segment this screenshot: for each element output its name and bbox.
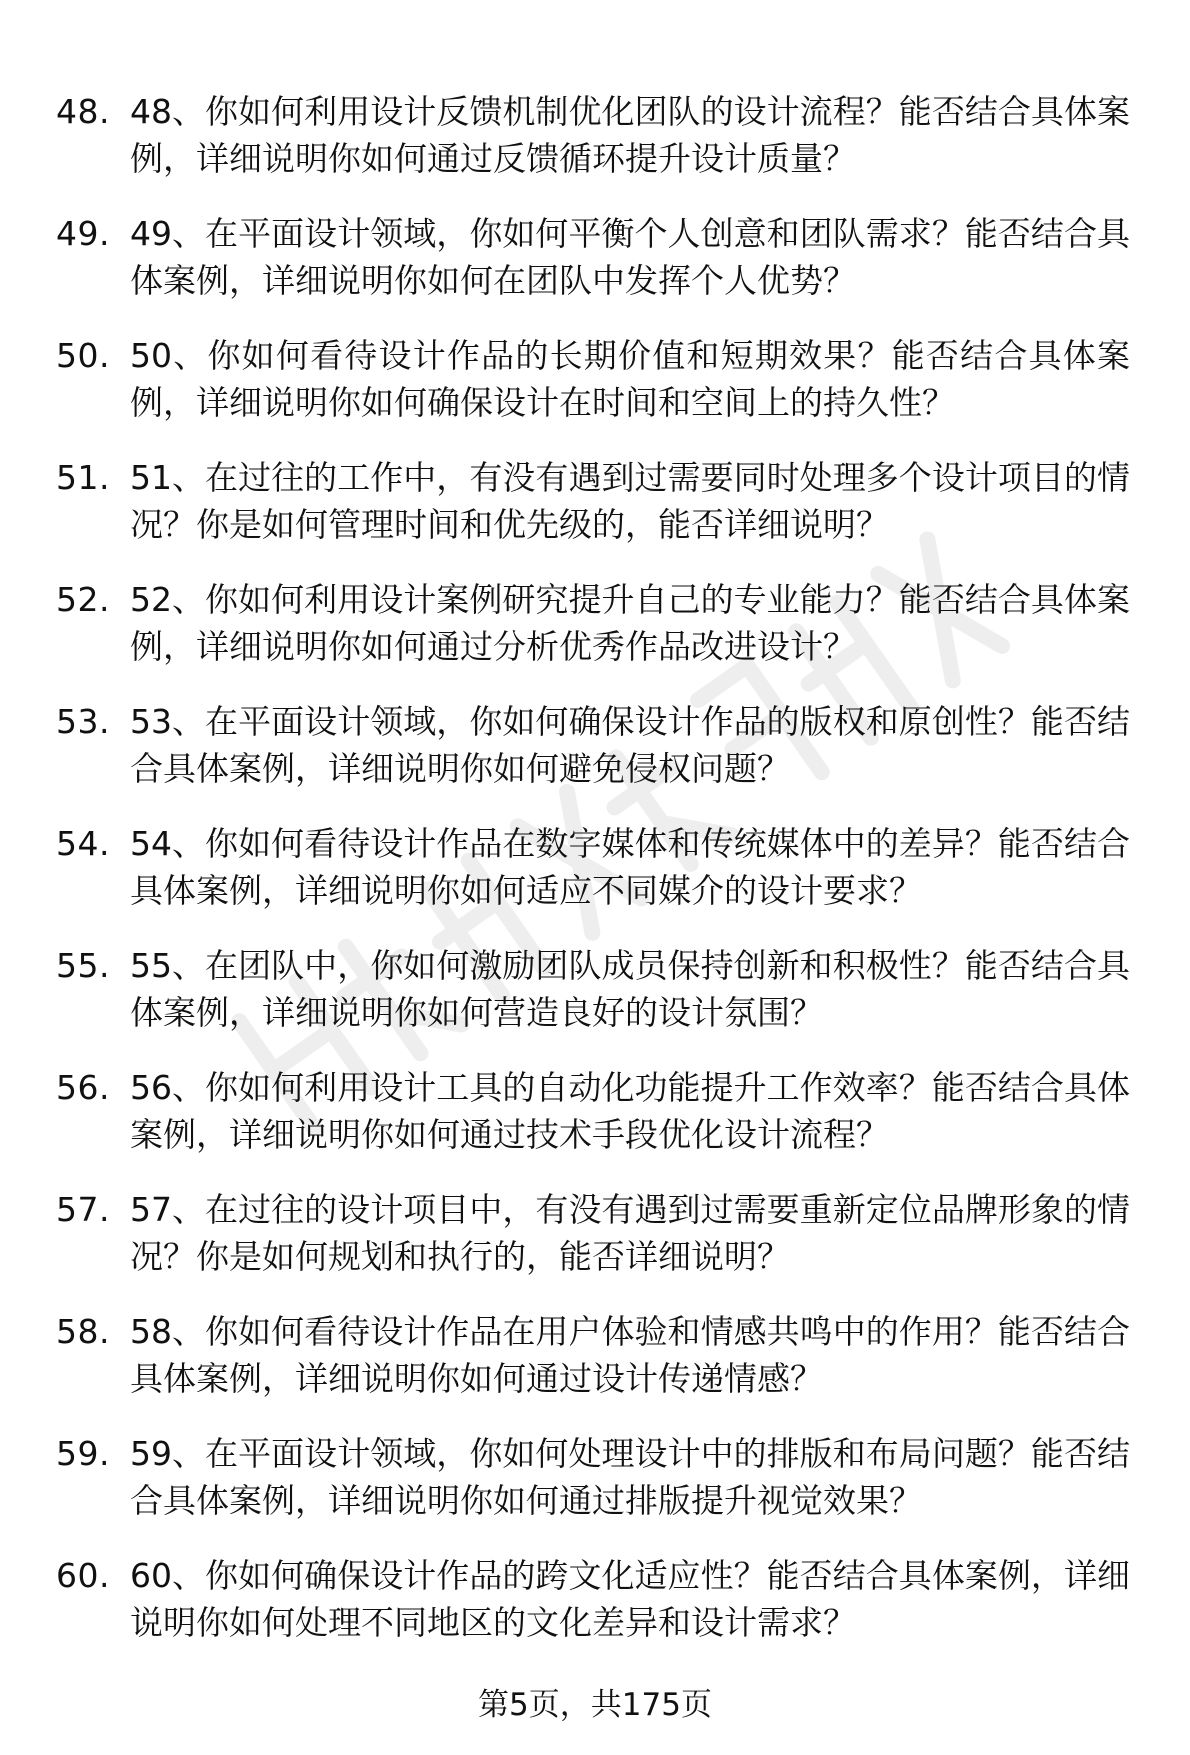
question-item bbox=[56, 942, 1156, 1064]
question-item bbox=[56, 88, 1156, 210]
question-text: 52、你如何利用设计案例研究提升自己的专业能力？能否结合具体案例，详细说明你如何通过分析优秀作品改进设计？ bbox=[130, 580, 1130, 666]
question-text: 57、在过往的设计项目中，有没有遇到过需要重新定位品牌形象的情况？你是如何规划和执行的，能否详细说明？ bbox=[130, 1190, 1130, 1276]
question-number: 60. bbox=[56, 1556, 110, 1595]
question-item bbox=[56, 210, 1156, 332]
question-item bbox=[56, 1186, 1156, 1308]
question-item bbox=[56, 1064, 1156, 1186]
question-number: 59. bbox=[56, 1434, 110, 1473]
question-item bbox=[56, 1552, 1156, 1674]
question-number: 48. bbox=[56, 92, 110, 131]
question-text: 58、你如何看待设计作品在用户体验和情感共鸣中的作用？能否结合具体案例，详细说明你如何通过设计传递情感？ bbox=[130, 1312, 1130, 1398]
question-item bbox=[56, 454, 1156, 576]
question-number: 55. bbox=[56, 946, 110, 985]
page-footer: 第5页，共175页 bbox=[478, 1687, 712, 1723]
question-number: 58. bbox=[56, 1312, 110, 1351]
question-text: 49、在平面设计领域，你如何平衡个人创意和团队需求？能否结合具体案例，详细说明你如何在团队中发挥个人优势？ bbox=[130, 214, 1130, 300]
question-number: 54. bbox=[56, 824, 110, 863]
question-number: 50. bbox=[56, 336, 110, 375]
question-number: 57. bbox=[56, 1190, 110, 1229]
question-item bbox=[56, 576, 1156, 698]
question-item bbox=[56, 332, 1156, 454]
question-text: 60、你如何确保设计作品的跨文化适应性？能否结合具体案例，详细说明你如何处理不同地区的文化差异和设计需求？ bbox=[130, 1556, 1130, 1642]
question-text: 51、在过往的工作中，有没有遇到过需要同时处理多个设计项目的情况？你是如何管理时间和优先级的，能否详细说明？ bbox=[130, 458, 1130, 544]
question-number: 51. bbox=[56, 458, 110, 497]
question-text: 56、你如何利用设计工具的自动化功能提升工作效率？能否结合具体案例，详细说明你如何通过技术手段优化设计流程？ bbox=[130, 1068, 1130, 1154]
question-text: 54、你如何看待设计作品在数字媒体和传统媒体中的差异？能否结合具体案例，详细说明你如何适应不同媒介的设计要求？ bbox=[130, 824, 1130, 910]
question-list bbox=[56, 88, 1156, 1674]
question-item bbox=[56, 820, 1156, 942]
question-number: 56. bbox=[56, 1068, 110, 1107]
question-number: 52. bbox=[56, 580, 110, 619]
question-text: 48、你如何利用设计反馈机制优化团队的设计流程？能否结合具体案例，详细说明你如何通过反馈循环提升设计质量？ bbox=[130, 92, 1130, 178]
question-item bbox=[56, 1430, 1156, 1552]
question-item bbox=[56, 1308, 1156, 1430]
question-item bbox=[56, 698, 1156, 820]
question-number: 53. bbox=[56, 702, 110, 741]
question-text: 55、在团队中，你如何激励团队成员保持创新和积极性？能否结合具体案例，详细说明你如何营造良好的设计氛围？ bbox=[130, 946, 1130, 1032]
question-number: 49. bbox=[56, 214, 110, 253]
question-text: 53、在平面设计领域，你如何确保设计作品的版权和原创性？能否结合具体案例，详细说明你如何避免侵权问题？ bbox=[130, 702, 1130, 788]
question-text: 59、在平面设计领域，你如何处理设计中的排版和布局问题？能否结合具体案例，详细说明你如何通过排版提升视觉效果？ bbox=[130, 1434, 1130, 1520]
question-text: 50、你如何看待设计作品的长期价值和短期效果？能否结合具体案例，详细说明你如何确保设计在时间和空间上的持久性？ bbox=[130, 336, 1130, 422]
